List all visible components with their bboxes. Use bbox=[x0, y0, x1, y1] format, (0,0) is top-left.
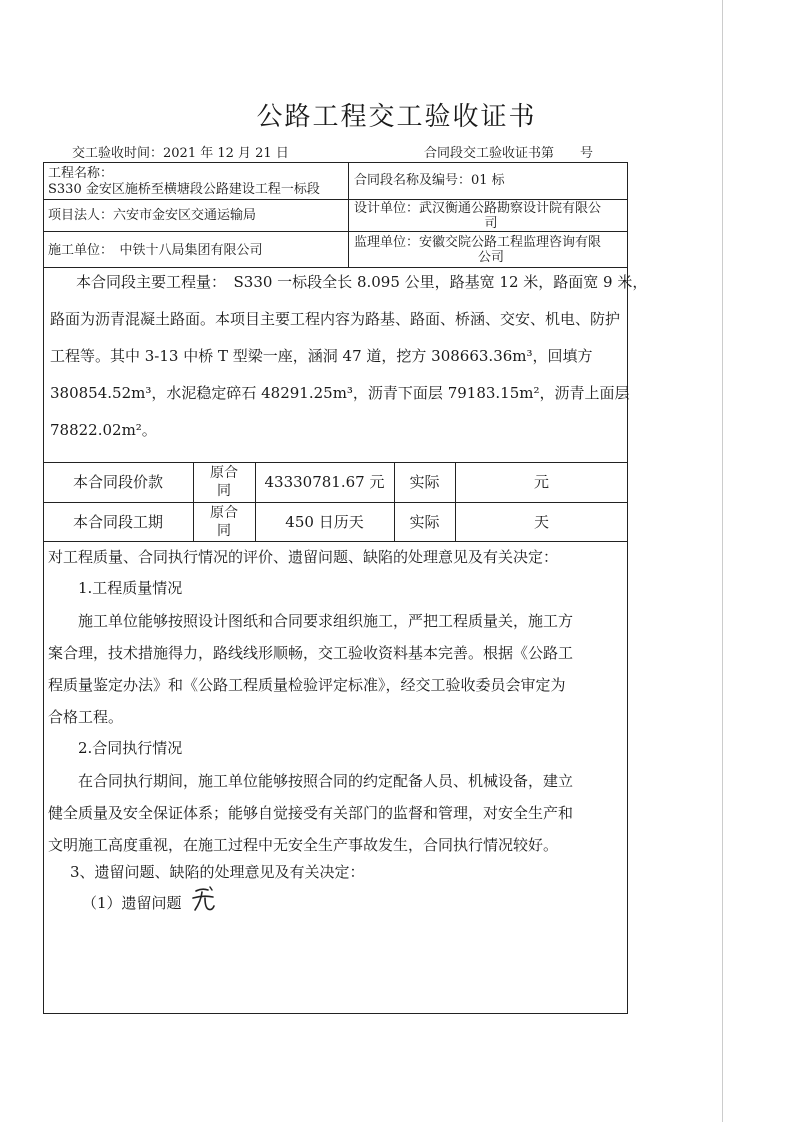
original-contract-line: 原合 bbox=[210, 505, 238, 521]
contract-section: 合同段名称及编号：01 标 bbox=[354, 173, 505, 188]
remaining-issues-label: （1）遗留问题 bbox=[82, 894, 182, 912]
actual-label: 实际 bbox=[409, 513, 440, 531]
section-title: 1.工程质量情况 bbox=[78, 579, 183, 597]
original-contract-line: 同 bbox=[217, 483, 231, 499]
acceptance-time: 交工验收时间：2021 年 12 月 21 日 bbox=[72, 146, 289, 161]
section-text: 文明施工高度重视，在施工过程中无安全生产事故发生，合同执行情况较好。 bbox=[48, 836, 559, 854]
contract-period-label: 本合同段工期 bbox=[72, 513, 163, 531]
certificate-number: 合同段交工验收证书第 号 bbox=[424, 146, 594, 161]
project-name-label: 工程名称： bbox=[48, 166, 114, 181]
original-contract-line: 同 bbox=[217, 523, 231, 539]
supervision-unit-line1: 监理单位：安徽交院公路工程监理咨询有限 bbox=[354, 235, 602, 250]
actual-period-value: 天 bbox=[533, 513, 549, 531]
project-name: S330 金安区施桥至横塘段公路建设工程一标段 bbox=[48, 182, 320, 197]
original-price-value: 43330781.67 元 bbox=[264, 473, 385, 491]
main-works-line: 本合同段主要工程量： S330 一标段全长 8.095 公里，路基宽 12 米，路面宽 9 米， bbox=[76, 273, 648, 291]
design-unit-line1: 设计单位：武汉衡通公路勘察设计院有限公 bbox=[354, 201, 602, 216]
construction-unit: 施工单位： 中铁十八局集团有限公司 bbox=[48, 243, 263, 258]
section-text: 施工单位能够按照设计图纸和合同要求组织施工，严把工程质量关，施工方 bbox=[78, 612, 574, 630]
original-contract-line: 原合 bbox=[210, 465, 238, 481]
contract-price-label: 本合同段价款 bbox=[72, 473, 163, 491]
original-period-value: 450 日历天 bbox=[285, 513, 364, 531]
table-divider bbox=[43, 502, 628, 503]
main-works-line: 78822.02m²。 bbox=[50, 421, 157, 439]
main-works-line: 路面为沥青混凝土路面。本项目主要工程内容为路基、路面、桥涵、交安、机电、防护 bbox=[50, 310, 621, 328]
section-text: 程质量鉴定办法》和《公路工程质量检验评定标准》，经交工验收委员会审定为 bbox=[48, 676, 566, 694]
table-divider bbox=[43, 462, 628, 463]
main-works-line: 工程等。其中 3-13 中桥 T 型梁一座，涵洞 47 道，挖方 308663.36m³，回填方 bbox=[50, 347, 593, 365]
actual-price-value: 元 bbox=[533, 473, 549, 491]
section-text: 健全质量及安全保证体系；能够自觉接受有关部门的监督和管理，对安全生产和 bbox=[48, 804, 574, 822]
evaluation-intro: 对工程质量、合同执行情况的评价、遗留问题、缺陷的处理意见及有关决定： bbox=[48, 548, 559, 566]
page-title: 公路工程交工验收证书 bbox=[256, 102, 537, 132]
section-text: 合格工程。 bbox=[48, 708, 124, 726]
table-divider bbox=[43, 199, 628, 200]
original-contract-label bbox=[193, 464, 255, 500]
handwritten-none-mark bbox=[190, 885, 216, 913]
main-works-line: 380854.52m³，水泥稳定碎石 48291.25m³，沥青下面层 79183.15m²，沥青上面层 bbox=[50, 384, 630, 402]
legal-person: 项目法人：六安市金安区交通运输局 bbox=[48, 208, 257, 223]
section-text: 在合同执行期间，施工单位能够按照合同的约定配备人员、机械设备，建立 bbox=[78, 772, 574, 790]
table-divider bbox=[43, 267, 628, 268]
section-text: 案合理，技术措施得力，路线线形顺畅，交工验收资料基本完善。根据《公路工 bbox=[48, 644, 574, 662]
section-title: 3、遗留问题、缺陷的处理意见及有关决定： bbox=[70, 863, 365, 881]
supervision-unit-line2: 公司 bbox=[477, 250, 504, 265]
design-unit-line2: 司 bbox=[484, 216, 498, 231]
section-title: 2.合同执行情况 bbox=[78, 739, 183, 757]
scan-edge-line bbox=[722, 0, 723, 1122]
table-divider bbox=[43, 541, 628, 542]
original-contract-label bbox=[193, 504, 255, 540]
actual-label: 实际 bbox=[409, 473, 440, 491]
